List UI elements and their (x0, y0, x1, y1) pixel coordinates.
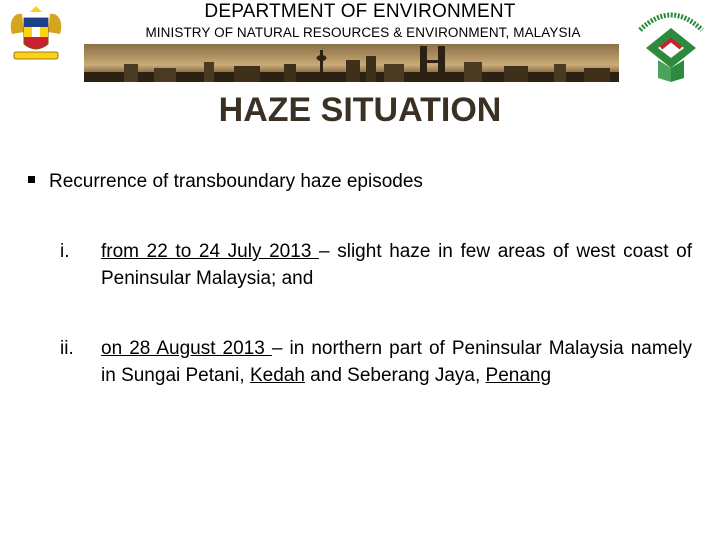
item-number: ii. (60, 338, 74, 359)
page-title: HAZE SITUATION (218, 91, 502, 129)
list-item (60, 335, 692, 389)
bullet-text: Recurrence of transboundary haze episodes (49, 171, 423, 192)
list-item (60, 238, 692, 292)
place-penang: Penang (485, 365, 552, 386)
item-text: – slight haze in few areas of west coast of Peninsular Malaysia; and (101, 241, 692, 289)
item-middle-text: and Seberang Jaya, (304, 365, 486, 386)
place-kedah: Kedah (249, 365, 305, 386)
department-logo-icon (636, 4, 706, 84)
item-number: i. (60, 241, 70, 262)
bullet-point (28, 171, 423, 193)
header-subtitle: MINISTRY OF NATURAL RESOURCES & ENVIRONMENT, MALAYSIA (145, 25, 581, 40)
header-title: DEPARTMENT OF ENVIRONMENT (204, 1, 516, 22)
item-text: – in northern part of Peninsular Malaysia namely in Sungai Petani, (101, 338, 692, 386)
skyline-banner (84, 44, 619, 82)
item-date: on 28 August 2013 (101, 338, 272, 359)
item-date: from 22 to 24 July 2013 (101, 241, 320, 262)
square-bullet-icon (28, 176, 35, 183)
